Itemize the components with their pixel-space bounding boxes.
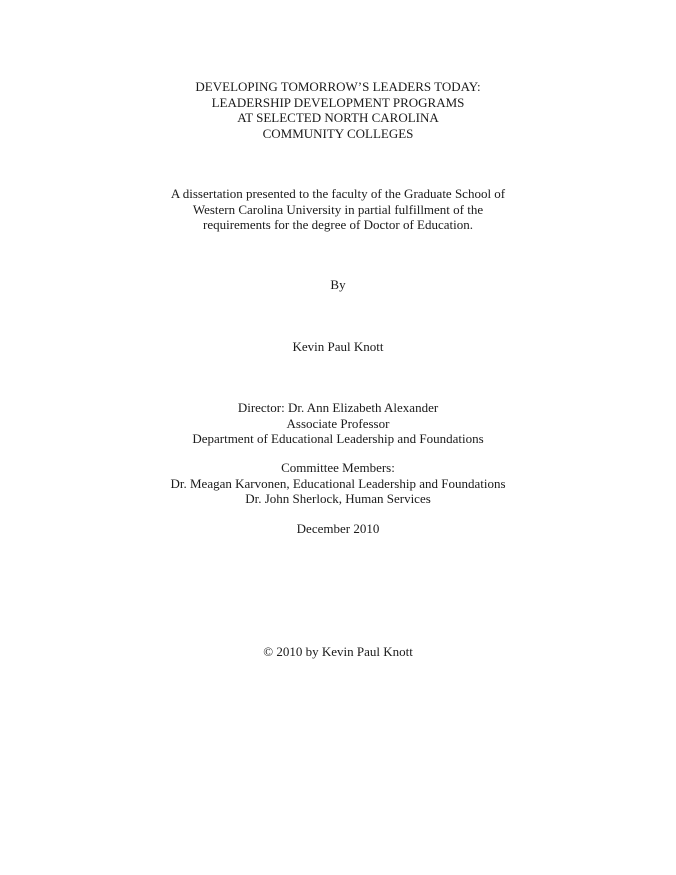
by-text: By [330, 277, 346, 292]
statement-line: A dissertation presented to the faculty of the Graduate School of [170, 186, 506, 201]
copyright-text: © 2010 by Kevin Paul Knott [263, 644, 413, 659]
title-line: DEVELOPING TOMORROW’S LEADERS TODAY: [195, 79, 481, 94]
author-name [0, 339, 676, 355]
author-text: Kevin Paul Knott [292, 339, 384, 354]
degree-statement [0, 186, 676, 233]
submission-date [0, 521, 676, 537]
committee-line: Dr. John Sherlock, Human Services [245, 491, 431, 506]
statement-line: requirements for the degree of Doctor of Education. [202, 217, 473, 232]
director-line: Associate Professor [286, 415, 390, 431]
title-line: COMMUNITY COLLEGES [262, 125, 414, 141]
title-line: LEADERSHIP DEVELOPMENT PROGRAMS [211, 94, 465, 110]
director-line: Department of Educational Leadership and Foundations [192, 431, 484, 446]
committee-line: Dr. Meagan Karvonen, Educational Leadership and Foundations [170, 475, 506, 491]
committee-line: Committee Members: [281, 460, 395, 475]
date-text: December 2010 [296, 521, 380, 536]
copyright-notice [0, 644, 676, 660]
director-info [0, 400, 676, 447]
statement-line: Western Carolina University in partial fulfillment of the [192, 201, 484, 217]
title-line: AT SELECTED NORTH CAROLINA [237, 110, 439, 125]
dissertation-title [0, 79, 676, 141]
committee-members [0, 460, 676, 507]
director-line: Director: Dr. Ann Elizabeth Alexander [237, 400, 439, 415]
by-label [0, 277, 676, 293]
